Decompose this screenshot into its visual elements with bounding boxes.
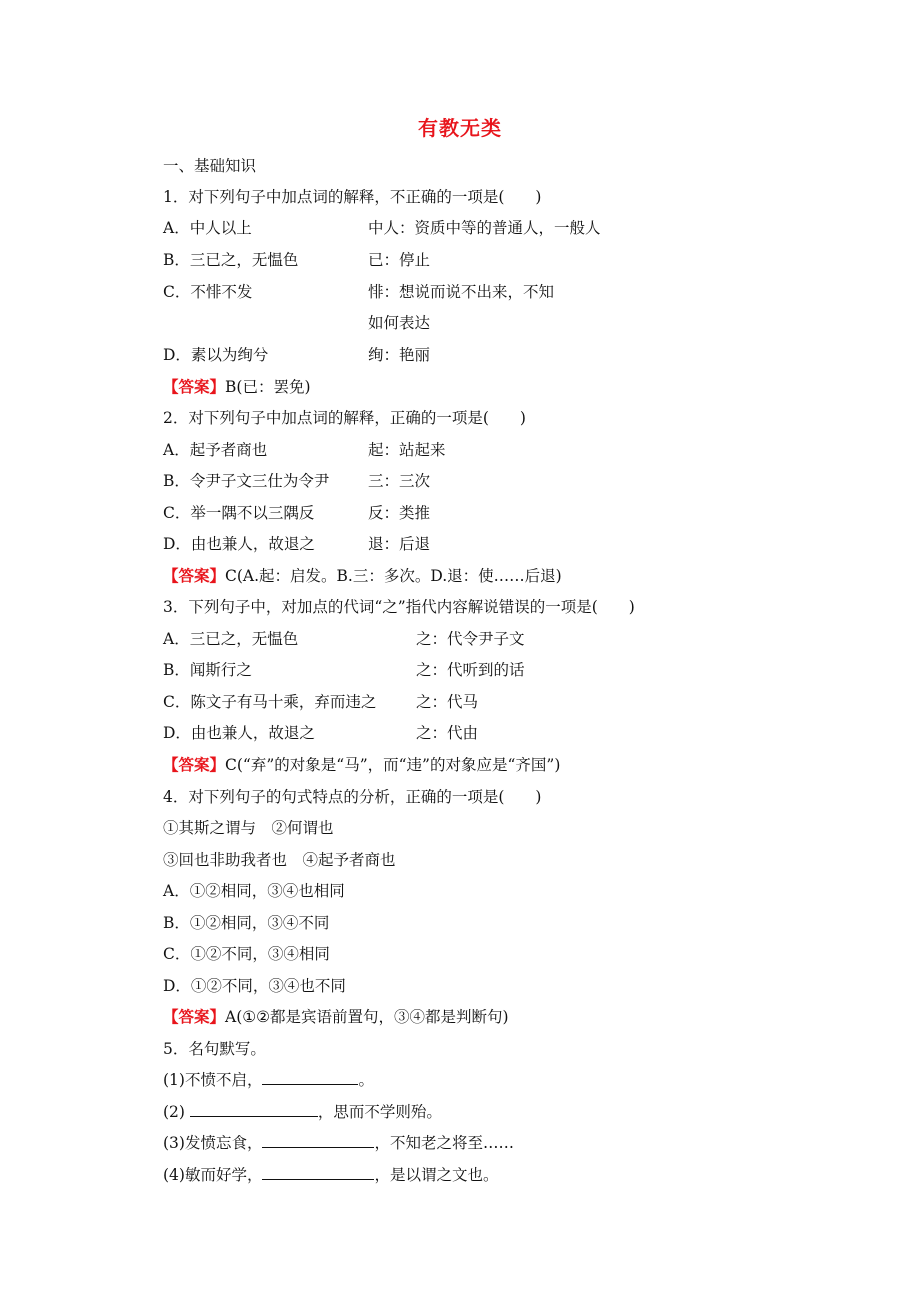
- q2-option-d: D．由也兼人，故退之: [163, 535, 315, 553]
- fill-blank[interactable]: [262, 1070, 358, 1085]
- answer-tag: 【答案】: [163, 566, 226, 585]
- answer-tag: 【答案】: [163, 755, 226, 774]
- q2-answer: [163, 566, 562, 586]
- q1-answer-text: B(已：罢免): [225, 378, 311, 396]
- q1-gloss-d: 绚：艳丽: [368, 346, 431, 364]
- q1-option-b: B．三已之，无愠色: [163, 251, 299, 269]
- q3-gloss-c: 之：代马: [416, 693, 479, 711]
- q3-stem: 3．下列句子中，对加点的代词“之”指代内容解说错误的一项是( ): [163, 598, 635, 616]
- q5-item-4: [163, 1165, 498, 1185]
- q2-answer-text: C(A.起：启发。B.三：多次。D.退：使……后退): [225, 567, 562, 585]
- q1-gloss-c-cont: 如何表达: [368, 314, 431, 332]
- q5-item-1: [163, 1070, 374, 1090]
- q5-stem: 5．名句默写。: [163, 1040, 266, 1058]
- q1-gloss-a: 中人：资质中等的普通人，一般人: [368, 219, 601, 237]
- q5-item-3-post: ，不知老之将至……: [374, 1134, 514, 1152]
- q2-gloss-d: 退：后退: [368, 535, 431, 553]
- q1-option-d: D．素以为绚兮: [163, 346, 269, 364]
- q3-option-b: B．闻斯行之: [163, 661, 252, 679]
- q3-gloss-d: 之：代由: [416, 724, 479, 742]
- q3-gloss-b: 之：代听到的话: [416, 661, 525, 679]
- q5-item-2-post: ，思而不学则殆。: [317, 1103, 442, 1121]
- q4-stem: 4．对下列句子的句式特点的分析，正确的一项是( ): [163, 788, 542, 806]
- q4-items-line2: ③回也非助我者也 ④起予者商也: [163, 851, 396, 869]
- fill-blank[interactable]: [262, 1165, 374, 1180]
- q1-gloss-c: 悱：想说而说不出来，不知: [368, 283, 555, 301]
- q2-gloss-b: 三：三次: [368, 472, 431, 490]
- q4-items-line1: ①其斯之谓与 ②何谓也: [163, 819, 334, 837]
- fill-blank[interactable]: [190, 1102, 318, 1117]
- q4-option-a: A．①②相同，③④也相同: [163, 882, 345, 900]
- q4-answer-text: A(①②都是宾语前置句，③④都是判断句): [225, 1008, 509, 1026]
- q1-stem: 1．对下列句子中加点词的解释，不正确的一项是( ): [163, 188, 542, 206]
- q2-option-b: B．令尹子文三仕为令尹: [163, 472, 330, 490]
- q5-item-2-pre: (2): [163, 1103, 190, 1121]
- q4-option-b: B．①②相同，③④不同: [163, 914, 330, 932]
- q4-option-c: C．①②不同，③④相同: [163, 945, 330, 963]
- q4-answer: [163, 1007, 509, 1027]
- q2-stem: 2．对下列句子中加点词的解释，正确的一项是( ): [163, 409, 526, 427]
- q3-answer-text: C(“弃”的对象是“马”，而“违”的对象应是“齐国”): [225, 756, 561, 774]
- q2-gloss-c: 反：类推: [368, 504, 431, 522]
- q1-option-c: C．不悱不发: [163, 283, 253, 301]
- fill-blank[interactable]: [262, 1133, 374, 1148]
- q5-item-3: [163, 1133, 514, 1153]
- answer-tag: 【答案】: [163, 377, 226, 396]
- q2-option-c: C．举一隅不以三隅反: [163, 504, 315, 522]
- q2-gloss-a: 起：站起来: [368, 441, 446, 459]
- q3-option-c: C．陈文子有马十乘，弃而违之: [163, 693, 377, 711]
- q5-item-3-pre: (3)发愤忘食，: [163, 1134, 263, 1152]
- q3-answer: [163, 755, 560, 775]
- q5-item-1-post: 。: [358, 1071, 374, 1089]
- q5-item-4-post: ，是以谓之文也。: [374, 1166, 499, 1184]
- q1-option-a: A．中人以上: [163, 219, 252, 237]
- q1-gloss-b: 已：停止: [368, 251, 431, 269]
- document-title: 有教无类: [418, 116, 502, 140]
- q1-answer: [163, 377, 311, 397]
- q4-option-d: D．①②不同，③④也不同: [163, 977, 346, 995]
- q5-item-2: [163, 1102, 442, 1122]
- q3-option-a: A．三已之，无愠色: [163, 630, 299, 648]
- q5-item-1-pre: (1)不愤不启，: [163, 1071, 263, 1089]
- section-heading: 一、基础知识: [163, 157, 257, 175]
- answer-tag: 【答案】: [163, 1007, 226, 1026]
- q3-option-d: D．由也兼人，故退之: [163, 724, 315, 742]
- q3-gloss-a: 之：代令尹子文: [416, 630, 525, 648]
- q2-option-a: A．起予者商也: [163, 441, 268, 459]
- q5-item-4-pre: (4)敏而好学，: [163, 1166, 263, 1184]
